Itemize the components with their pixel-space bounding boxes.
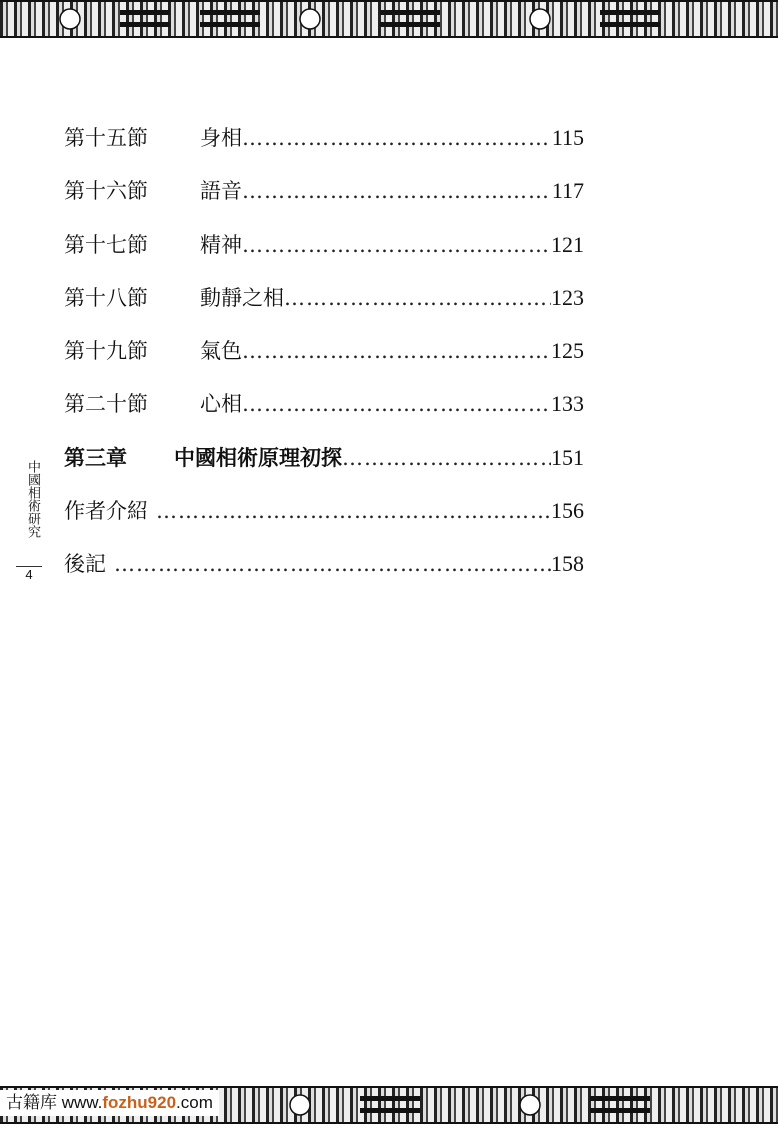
toc-entry-page: 121 (551, 231, 584, 257)
toc-leader-dots (156, 489, 551, 533)
toc-entry-number: 第二十節 (64, 392, 148, 417)
toc-entry-page: 117 (551, 178, 584, 204)
toc-entry (64, 116, 584, 169)
page-number: 4 (25, 567, 33, 582)
watermark-text: .com (176, 1093, 213, 1112)
toc-entry-number: 第十七節 (64, 232, 148, 257)
toc-entry-page: 115 (551, 125, 584, 150)
table-of-contents (64, 116, 584, 596)
toc-entry-page: 158 (551, 551, 584, 577)
toc-leader-dots (242, 116, 552, 160)
toc-leader-dots (242, 223, 551, 267)
toc-entry-number: 第十五節 (64, 126, 148, 150)
toc-entry-title: 作者介紹 (64, 499, 148, 524)
toc-leader-dots (284, 276, 551, 320)
toc-entry (64, 489, 584, 542)
toc-leader-dots (242, 329, 551, 373)
toc-chapter-entry (64, 436, 584, 489)
toc-entry-number: 第十八節 (64, 285, 148, 310)
toc-entry (64, 223, 584, 276)
toc-entry (64, 542, 584, 595)
toc-entry-title: 精神 (200, 232, 242, 257)
toc-entry (64, 329, 584, 382)
toc-leader-dots (242, 382, 551, 426)
toc-entry-page: 151 (551, 444, 584, 470)
toc-entry-title: 心相 (200, 392, 242, 417)
toc-entry-title: 語音 (200, 179, 242, 204)
toc-entry-page: 125 (551, 338, 584, 364)
toc-entry-title: 動靜之相 (200, 285, 284, 310)
toc-entry-title: 身相 (200, 126, 242, 150)
border-pattern-icon (0, 2, 778, 36)
toc-entry-page: 123 (551, 284, 584, 310)
toc-entry-page: 133 (551, 391, 584, 417)
toc-entry-number: 第十九節 (64, 339, 148, 364)
toc-entry (64, 169, 584, 222)
top-decorative-border (0, 0, 778, 38)
watermark-text: 古籍库 www. (6, 1093, 103, 1112)
toc-entry-title: 後記 (64, 552, 106, 577)
toc-entry-title: 氣色 (200, 339, 242, 364)
site-watermark (0, 1090, 219, 1116)
toc-leader-dots (114, 542, 551, 586)
toc-leader-dots (342, 436, 551, 480)
running-book-title: 中國相術研究 (25, 460, 40, 538)
watermark-highlight: fozhu920 (102, 1093, 177, 1112)
toc-entry-number: 第十六節 (64, 179, 148, 204)
toc-chapter-title: 中國相術原理初探 (174, 444, 342, 470)
toc-entry (64, 276, 584, 329)
toc-entry-page: 156 (551, 498, 584, 524)
toc-entry (64, 382, 584, 435)
toc-chapter-number: 第三章 (64, 444, 127, 470)
toc-leader-dots (242, 169, 552, 213)
